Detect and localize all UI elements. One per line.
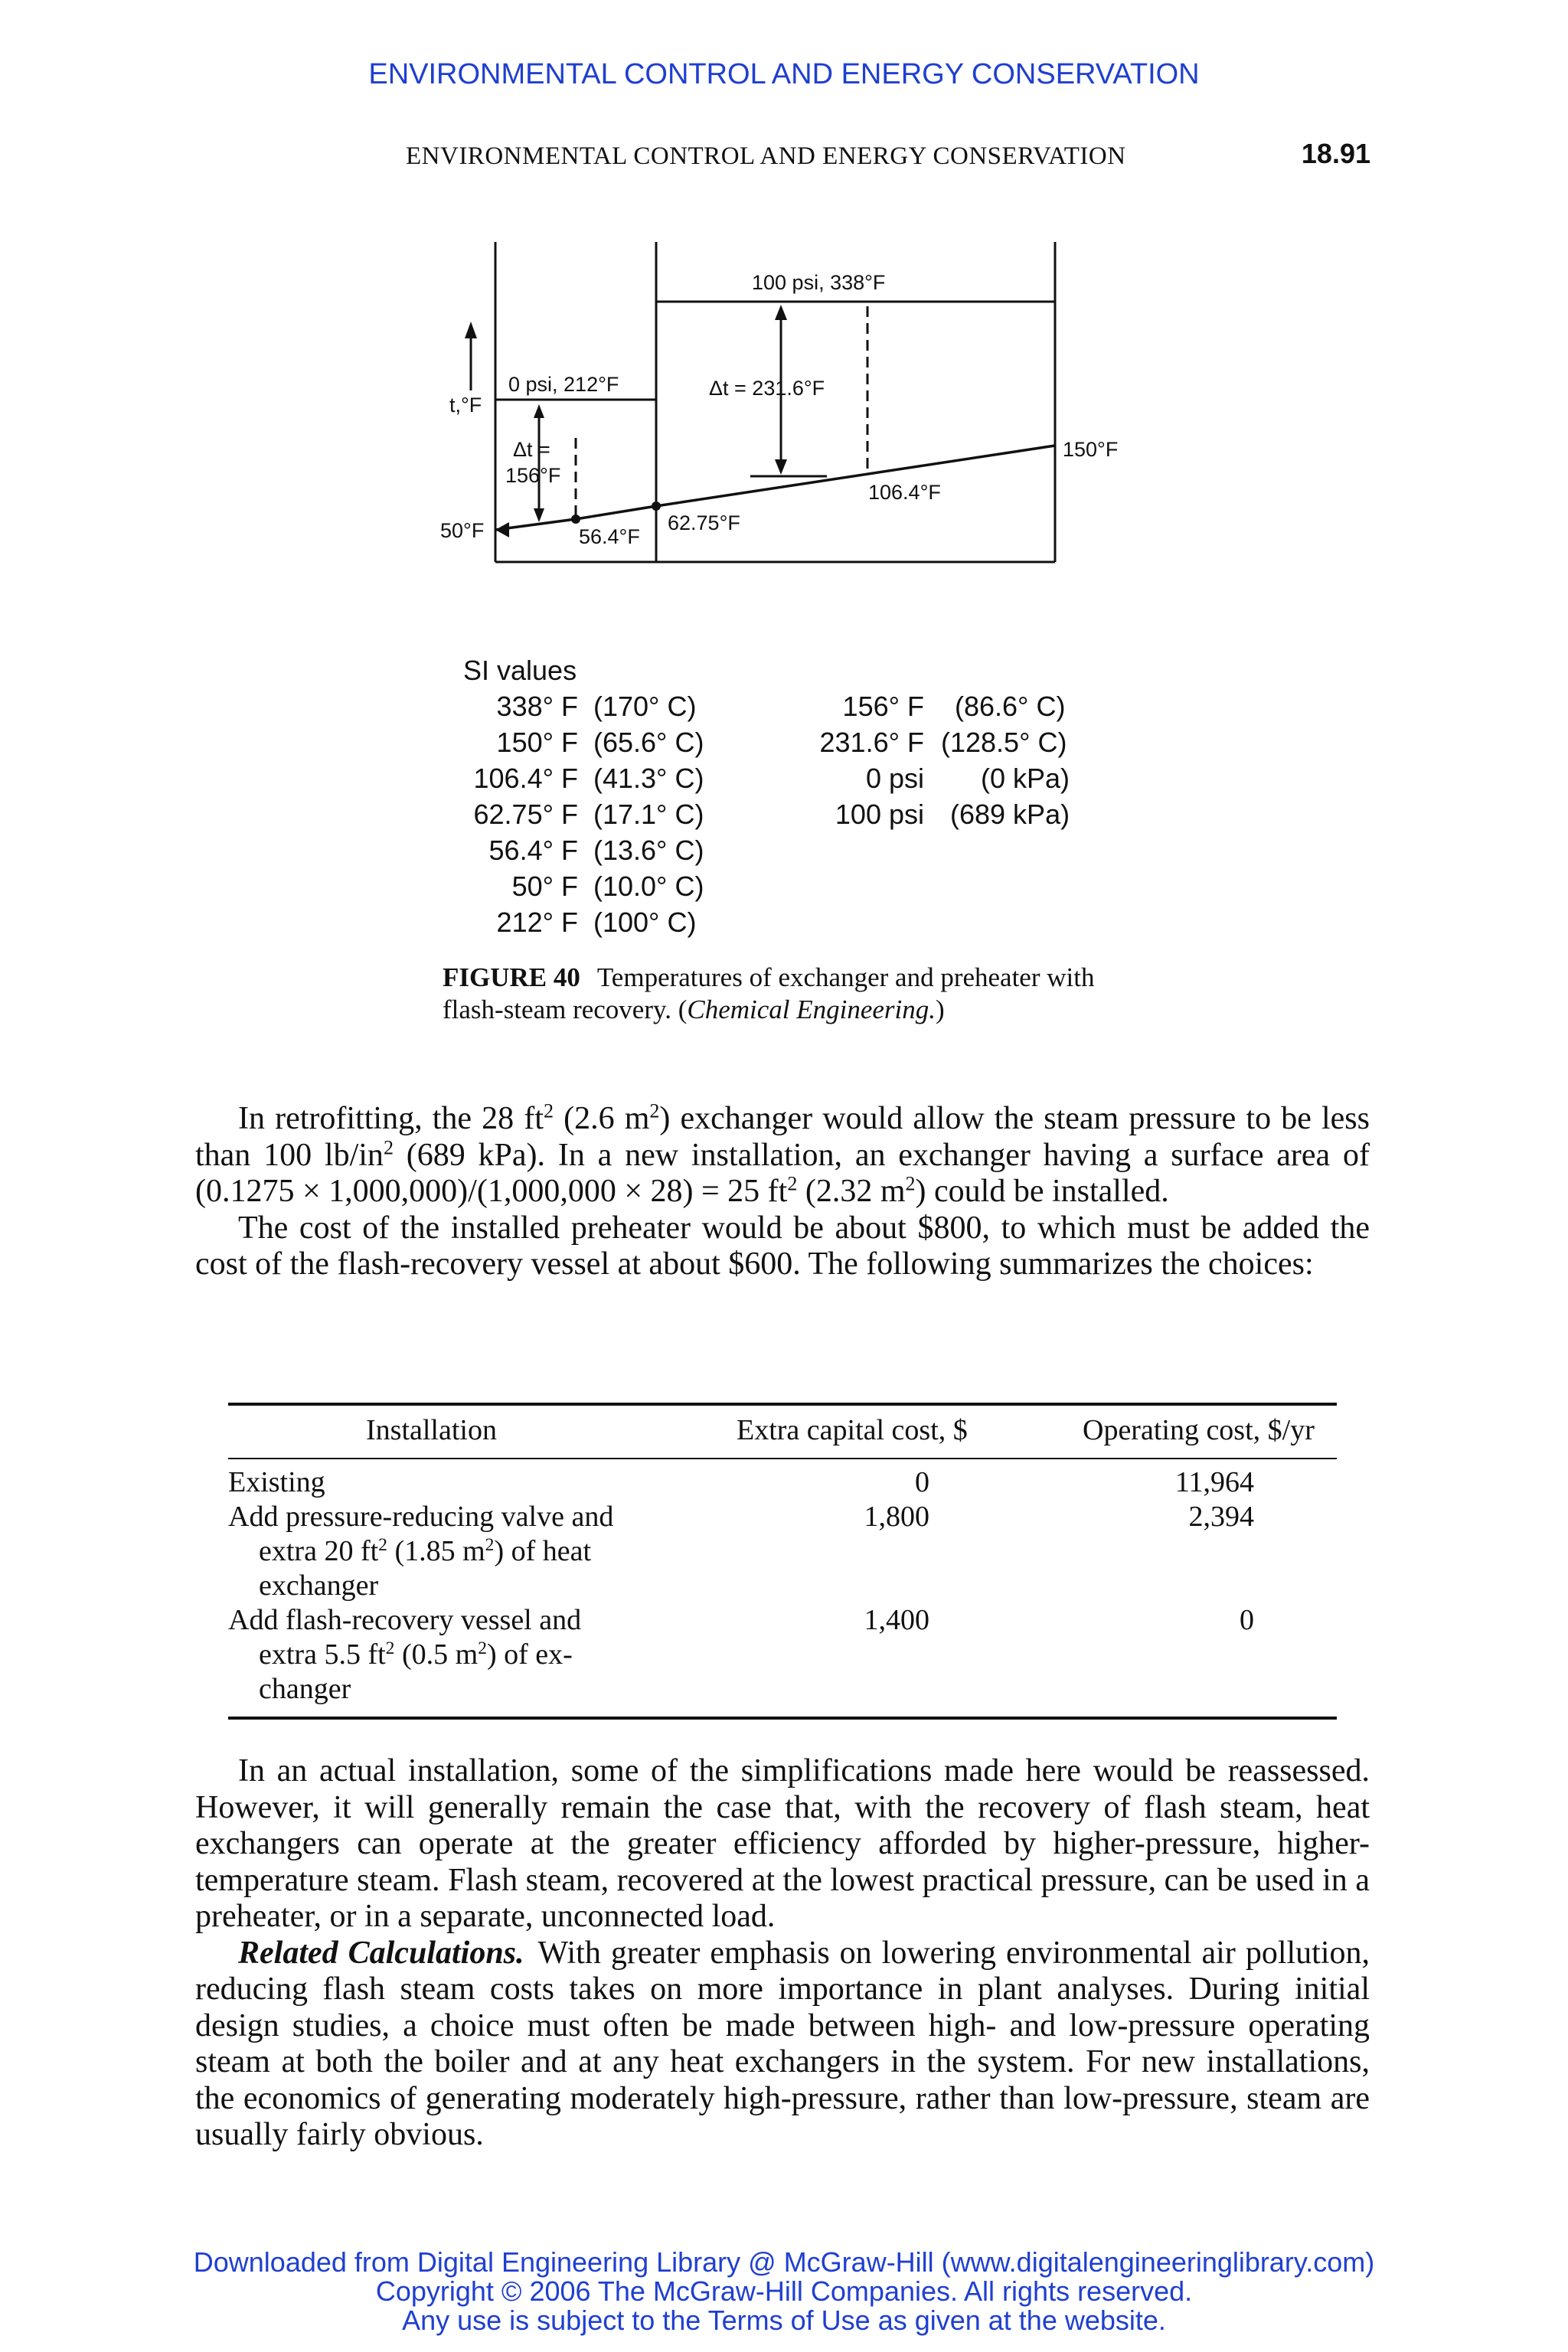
si-value: 0 psi xyxy=(865,763,924,794)
caption-close: ) xyxy=(936,995,945,1024)
paragraph-cost: The cost of the installed preheater would be about $800, to which must be added the cost of the flash-recovery vessel at about $600. The following summarizes the choices: xyxy=(195,1210,1370,1282)
page-number: 18.91 xyxy=(1301,138,1370,169)
si-value: 338° F xyxy=(496,691,578,722)
si-converted: (689 kPa) xyxy=(950,799,1070,830)
top-banner: ENVIRONMENTAL CONTROL AND ENERGY CONSERVATION xyxy=(368,58,1200,90)
related-calculations-heading: Related Calculations. xyxy=(238,1935,524,1971)
point-6275 xyxy=(652,501,661,511)
si-converted: (86.6° C) xyxy=(955,691,1066,722)
running-head: ENVIRONMENTAL CONTROL AND ENERGY CONSERVATION xyxy=(406,142,1126,170)
t-150-label: 150°F xyxy=(1063,438,1119,461)
si-converted: (10.0° C) xyxy=(593,871,704,902)
dt-right-head-up xyxy=(775,305,787,320)
body-text-upper xyxy=(195,1101,1370,1283)
t-6275-label: 62.75°F xyxy=(668,511,740,534)
footer-terms: Any use is subject to the Terms of Use as given at the website. xyxy=(402,2305,1166,2336)
dt-right-label: Δt = 231.6°F xyxy=(709,377,825,400)
si-value: 50° F xyxy=(511,871,578,902)
si-value: 106.4° F xyxy=(473,763,578,794)
operating-cell: 0 xyxy=(1240,1604,1254,1636)
table-row: Existing xyxy=(228,1466,325,1498)
left-entry-arrow xyxy=(495,522,509,537)
table-row: Add flash-recovery vessel and extra 5.5 $ft^2$ (0.5 $m^2$) of ex- changer xyxy=(228,1604,582,1705)
si-converted: (100° C) xyxy=(593,906,697,938)
si-converted: (13.6° C) xyxy=(593,835,704,866)
dt-left-label-2: 156°F xyxy=(505,464,561,487)
figure-caption xyxy=(443,962,1147,1026)
label-0psi: 0 psi, 212°F xyxy=(508,373,619,396)
point-56 xyxy=(571,514,580,524)
header-installation: Installation xyxy=(366,1414,497,1446)
table-top-rule xyxy=(228,1403,1337,1406)
t-106-label: 106.4°F xyxy=(868,481,941,504)
si-converted: (128.5° C) xyxy=(941,727,1067,758)
operating-cell: 11,964 xyxy=(1174,1466,1254,1498)
si-value: 100 psi xyxy=(835,799,924,830)
dt-left-head-up xyxy=(534,404,544,418)
si-value: 231.6° F xyxy=(819,727,924,758)
si-value: 62.75° F xyxy=(473,799,578,830)
si-converted: (17.1° C) xyxy=(593,799,704,830)
t-50-label: 50°F xyxy=(440,519,485,542)
si-value: 212° F xyxy=(496,906,578,938)
paragraph-related-calculations: Related Calculations. With greater emphasis on lowering environmental air pollution, reducing flash steam costs takes on more importance in plant analyses. During initial design studies, a choice must often be made between high- and low-pressure operating steam at both the boiler and at any heat exchangers in the system. For new installations, the economics of generating moderately high-pressure, rather than low-pressure, steam are usually fairly obvious. xyxy=(195,1935,1370,2152)
caption-source: Chemical Engineering. xyxy=(687,995,936,1024)
si-value: 156° F xyxy=(842,691,924,722)
si-converted: (41.3° C) xyxy=(593,763,704,794)
header-capital: Extra capital cost, $ xyxy=(737,1414,968,1446)
t-56-label: 56.4°F xyxy=(579,525,640,548)
temperature-diagram xyxy=(429,230,1164,582)
si-converted: (170° C) xyxy=(593,691,697,722)
header-operating: Operating cost, $/yr xyxy=(1083,1414,1315,1446)
axis-label: t,°F xyxy=(449,394,482,416)
operating-cell: 2,394 xyxy=(1188,1501,1254,1533)
table-bottom-rule xyxy=(228,1717,1337,1720)
paragraph-actual-installation: In an actual installation, some of the simplifications made here would be reassessed. However, it will generally remain the case that, with the recovery of flash steam, heat exchangers can operate at the greater efficiency afforded by higher-pressure, higher-temperature steam. Flash steam, recovered at the lowest practical pressure, can be used in a preheater, or in a separate, unconnected load. xyxy=(195,1753,1370,1934)
dt-right-head-down xyxy=(775,459,787,475)
caption-label: FIGURE 40 xyxy=(443,962,580,992)
capital-cell: 1,400 xyxy=(864,1604,929,1636)
caption-text: Temperatures of exchanger and preheater with flash-steam recovery. ( xyxy=(443,962,1095,1024)
axis-arrowhead xyxy=(465,322,477,338)
si-values-title: SI values xyxy=(463,655,577,686)
label-100psi: 100 psi, 338°F xyxy=(752,271,886,294)
footer-copyright: Copyright © 2006 The McGraw-Hill Companies. All rights reserved. xyxy=(375,2275,1193,2307)
capital-cell: 1,800 xyxy=(864,1501,929,1533)
dt-left-head-down xyxy=(534,508,544,522)
dt-left-label-1: Δt = xyxy=(513,438,550,461)
footer xyxy=(0,2248,1568,2335)
si-converted: (65.6° C) xyxy=(593,727,704,758)
footer-download-link[interactable]: Downloaded from Digital Engineering Library @ McGraw-Hill (www.digitalengineeringlibrary.com) xyxy=(193,2246,1375,2278)
si-converted: (0 kPa) xyxy=(981,763,1070,794)
table-row: Add pressure-reducing valve and extra 20 $ft^2$ (1.85 $m^2$) of heat exchanger xyxy=(228,1501,614,1602)
body-text-lower xyxy=(195,1753,1370,2154)
si-value: 150° F xyxy=(496,727,578,758)
si-value: 56.4° F xyxy=(488,835,578,866)
paragraph-retrofitting: In retrofitting, the 28 $ft^2$ (2.6 $m^2$) exchanger would allow the steam pressure to be less than 100 $lb/in^2$ (689 kPa). In a new installation, an exchanger having a surface area of (0.1275 × 1,000,000)/(1,000,000 × 28) = 25 $ft^2$ (2.32 $m^2$) could be installed. xyxy=(195,1099,1370,1209)
capital-cell: 0 xyxy=(915,1466,929,1498)
header-rule xyxy=(228,1458,1337,1459)
